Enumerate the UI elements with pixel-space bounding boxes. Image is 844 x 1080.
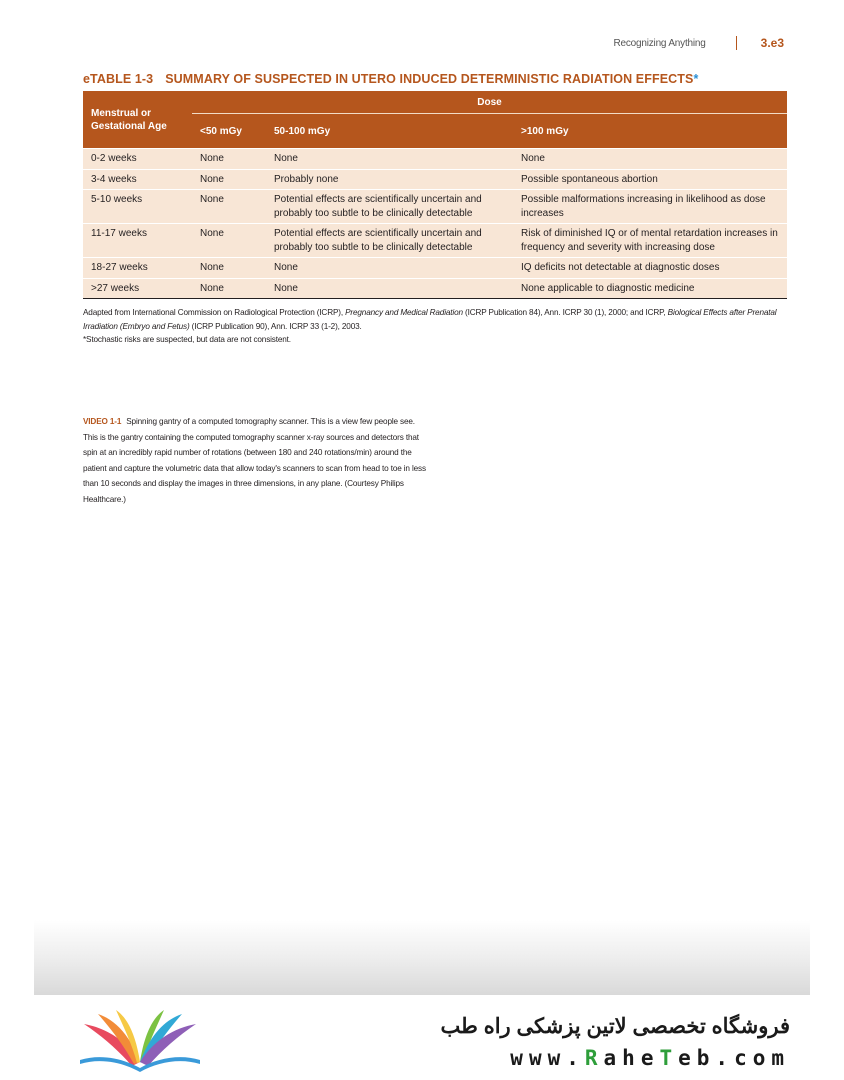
table-title-asterisk: * [693,72,699,86]
cell-low: None [192,258,266,279]
cell-high: IQ deficits not detectable at diagnostic doses [513,258,787,279]
table-footnote: *Stochastic risks are suspected, but data are not consistent. [83,335,291,344]
url-prefix: www. [510,1046,585,1070]
cell-mid: Potential effects are scientifically uncertain and probably too subtle to be clinically detectable [266,224,513,258]
cell-mid: Probably none [266,169,513,190]
table-title-text: SUMMARY OF SUSPECTED IN UTERO INDUCED DETERMINISTIC RADIATION EFFECTS [165,72,694,86]
radiation-effects-table [83,91,787,299]
url-eb: eb [678,1046,716,1070]
source-text-2: (ICRP Publication 84), Ann. ICRP 30 (1), 2000; and ICRP, [462,308,668,317]
header-dose-mid: 50-100 mGy [266,114,513,149]
open-book-logo-icon [76,1010,204,1072]
cell-high: None [513,149,787,170]
cell-low: None [192,190,266,224]
table-title [83,72,787,86]
url-r: R [584,1046,604,1070]
cell-high: Possible spontaneous abortion [513,169,787,190]
url-ahe: ahe [603,1046,660,1070]
cell-low: None [192,169,266,190]
page-number: 3.e3 [760,36,784,50]
table-row [83,278,787,299]
cell-mid: None [266,258,513,279]
url-suffix: .com [715,1046,790,1070]
video-caption-text: Spinning gantry of a computed tomography scanner. This is a view few people see. This is the gantry containing the computed tomography scanner x-ray sources and detectors that spin at an incredibly rapid number of rotations (between 180 and 240 rotations/min) around the patient and capture the volumetric data that allow today's scanners to scan from head to toe in less than 10 seconds and display the images in three dimensions, in any plane. (Courtesy Philips Healthcare.) [83,417,426,504]
cell-low: None [192,224,266,258]
source-text-1: Adapted from International Commission on Radiological Protection (ICRP), [83,308,346,317]
cell-mid: None [266,149,513,170]
video-label: VIDEO 1-1 [83,417,122,426]
source-text-3: (ICRP Publication 90), Ann. ICRP 33 (1-2), 2003. [189,321,362,331]
table-row [83,258,787,279]
header-dose: Dose [192,91,787,114]
cell-age: 5-10 weeks [83,190,192,224]
table-number: eTABLE 1-3 [83,72,154,86]
source-italic-1: Pregnancy and Medical Radiation [345,308,463,317]
table-row [83,149,787,170]
source-italic-2: Biological Effects after Prenatal Irradiation (Embryo and Fetus) [83,308,777,331]
cell-high: Risk of diminished IQ or of mental retardation increases in frequency and severity with increasing dose [513,224,787,258]
table-row [83,190,787,224]
cell-low: None [192,278,266,299]
cell-high: None applicable to diagnostic medicine [513,278,787,299]
cell-low: None [192,149,266,170]
cell-mid: Potential effects are scientifically uncertain and probably too subtle to be clinically detectable [266,190,513,224]
cell-age: 0-2 weeks [83,149,192,170]
cell-age: 18-27 weeks [83,258,192,279]
store-name: فروشگاه تخصصی لاتین پزشکی راه طب [440,1015,790,1038]
cell-age: 3-4 weeks [83,169,192,190]
url-t: T [659,1046,679,1070]
cell-age: 11-17 weeks [83,224,192,258]
running-head [613,36,784,50]
cell-high: Possible malformations increasing in likelihood as dose increases [513,190,787,224]
header-dose-high: >100 mGy [513,114,787,149]
running-head-divider [736,36,737,50]
store-url [510,1046,790,1070]
table-source-note [83,306,787,347]
header-dose-low: <50 mGy [192,114,266,149]
table-row [83,224,787,258]
running-head-section: Recognizing Anything [613,37,706,49]
page-bottom-shade [34,920,810,995]
source-citation [83,306,787,333]
header-age: Menstrual or Gestational Age [83,91,192,149]
video-caption [83,414,428,507]
table-row [83,169,787,190]
cell-age: >27 weeks [83,278,192,299]
cell-mid: None [266,278,513,299]
